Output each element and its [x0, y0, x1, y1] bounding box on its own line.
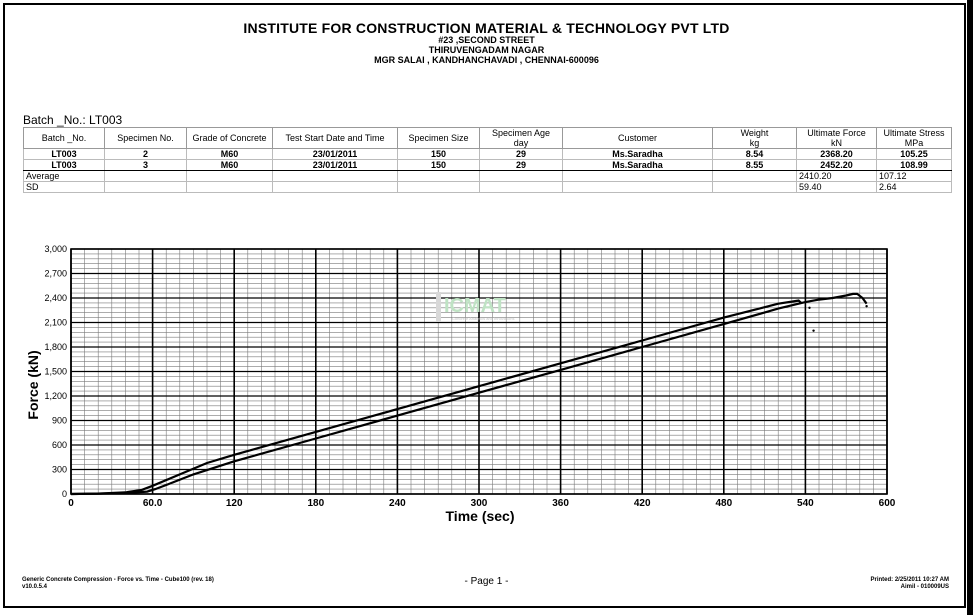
address-line-2: THIRUVENGADAM NAGAR: [428, 45, 545, 55]
cell: 29: [480, 160, 563, 171]
address-line-1: #23 ,SECOND STREET: [438, 35, 535, 45]
cell: 23/01/2011: [273, 149, 398, 160]
cell: 8.54: [713, 149, 797, 160]
y-tick-label: 900: [51, 415, 67, 426]
x-axis-label: Time (sec): [445, 508, 515, 524]
icmat-logo-icon: [434, 290, 544, 326]
cell: 29: [480, 149, 563, 160]
batch-label: Batch _No.: LT003: [23, 113, 123, 127]
y-tick-label: 2,100: [44, 317, 67, 328]
average-label: Average: [24, 171, 105, 182]
col-header: Specimen No.: [105, 128, 187, 149]
cell: LT003: [24, 160, 105, 171]
x-tick-label: 540: [797, 498, 814, 509]
watermark-tagline: Concrete Analytics and Innovations: [452, 316, 515, 321]
x-tick-label: 360: [552, 498, 569, 509]
y-tick-label: 600: [51, 440, 67, 450]
cell: 2452.20: [797, 160, 877, 171]
x-tick-label: 180: [307, 498, 325, 509]
y-tick-label: 2,400: [44, 293, 67, 303]
cell: 3: [105, 160, 187, 171]
col-header: Specimen Size: [398, 128, 480, 149]
y-tick-label: 2,700: [44, 268, 67, 279]
footer-printed: Printed: 2/25/2011 10:27 AM: [870, 577, 949, 583]
y-axis-label: Force (kN): [25, 350, 41, 420]
footer-id: Aimil - 010009US: [900, 584, 949, 590]
y-tick-label: 1,500: [44, 366, 67, 377]
icmat-watermark: [434, 290, 544, 331]
average-stress: 107.12: [877, 171, 952, 182]
x-tick-label: 60.0: [142, 498, 163, 509]
cell: 150: [398, 160, 480, 171]
y-tick-label: 3,000: [44, 244, 67, 254]
address-line-3: MGR SALAI , KANDHANCHAVADI , CHENNAI-600096: [374, 55, 599, 65]
col-header: Ultimate Force kN: [797, 128, 877, 149]
sd-force: 59.40: [797, 182, 877, 193]
cell: 2368.20: [797, 149, 877, 160]
footer-right: [871, 577, 949, 591]
series-point: [812, 329, 814, 331]
x-tick-label: 0: [68, 498, 74, 509]
cell: M60: [187, 160, 273, 171]
y-tick-label: 300: [51, 464, 67, 475]
col-header: Customer: [563, 128, 713, 149]
footer-method: Generic Concrete Compression - Force vs. Time - Cube100 (rev. 18): [22, 577, 214, 583]
y-tick-label: 1,200: [44, 391, 67, 401]
cell: Ms.Saradha: [563, 149, 713, 160]
footer-version: v10.0.5.4: [22, 584, 48, 590]
cell: 8.55: [713, 160, 797, 171]
col-header: Ultimate Stress MPa: [877, 128, 952, 149]
sd-label: SD: [24, 182, 105, 193]
x-tick-label: 480: [715, 498, 733, 509]
page-number: - Page 1 -: [464, 576, 509, 587]
x-tick-label: 600: [878, 498, 896, 509]
y-tick-label: 0: [61, 489, 67, 499]
cell: LT003: [24, 149, 105, 160]
cell: 23/01/2011: [273, 160, 398, 171]
sd-stress: 2.64: [877, 182, 952, 193]
y-tick-label: 1,800: [44, 342, 67, 352]
cell: 2: [105, 149, 187, 160]
cell: 108.99: [877, 160, 952, 171]
col-header: Grade of Concrete: [187, 128, 273, 149]
col-header: Specimen Age day: [480, 128, 563, 149]
x-tick-label: 120: [225, 498, 243, 509]
x-tick-label: 300: [470, 498, 488, 509]
company-name: INSTITUTE FOR CONSTRUCTION MATERIAL & TECHNOLOGY PVT LTD: [243, 20, 730, 36]
col-header: Batch _No.: [24, 128, 105, 149]
cell: Ms.Saradha: [563, 160, 713, 171]
cell: 150: [398, 149, 480, 160]
series-point: [808, 307, 810, 309]
col-header: Weight kg: [713, 128, 797, 149]
cell: M60: [187, 149, 273, 160]
average-force: 2410.20: [797, 171, 877, 182]
series-point: [865, 305, 867, 307]
watermark-brand: ICMAT: [444, 295, 506, 317]
x-tick-label: 420: [633, 498, 651, 509]
col-header: Test Start Date and Time: [273, 128, 398, 149]
cell: 105.25: [877, 149, 952, 160]
x-tick-label: 240: [389, 498, 406, 509]
